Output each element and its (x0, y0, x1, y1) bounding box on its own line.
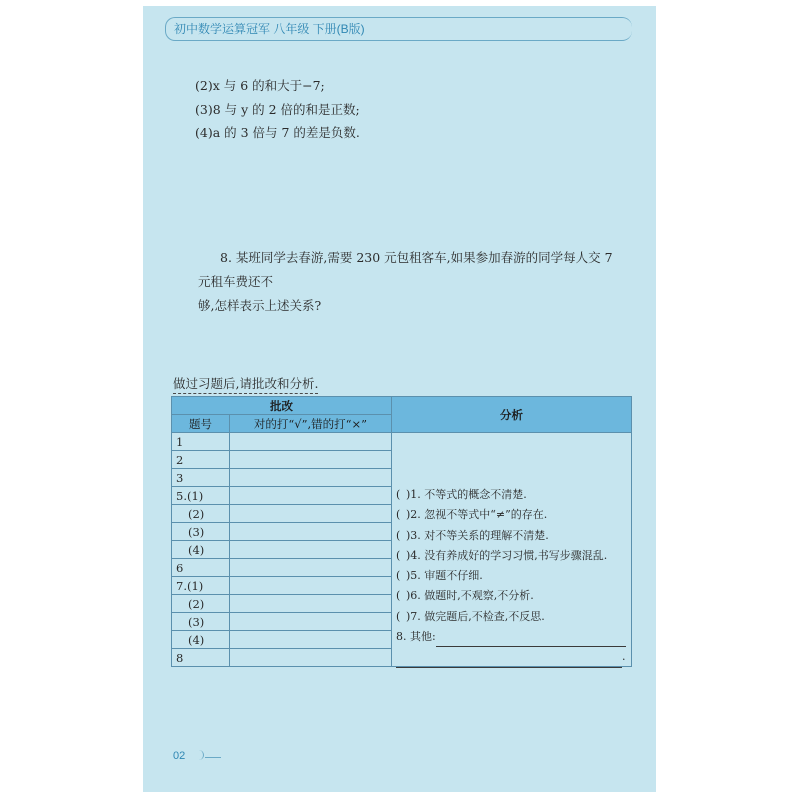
analysis-item (396, 546, 632, 566)
checkbox-paren[interactable]: ( (396, 508, 401, 522)
checkbox-paren[interactable]: ( (396, 528, 401, 542)
analysis-item (396, 485, 632, 505)
question-number-cell: 8 (172, 649, 230, 667)
mark-cell[interactable] (230, 595, 392, 613)
question-item-3: (3)8 与 y 的 2 倍的和是正数; (195, 102, 360, 117)
mark-cell[interactable] (230, 541, 392, 559)
analysis-cell (392, 433, 632, 667)
checkbox-paren[interactable]: ( (396, 609, 401, 623)
mark-cell[interactable] (230, 559, 392, 577)
analysis-text: )5. 审题不仔细. (406, 569, 483, 583)
page-header (165, 17, 632, 41)
other-label: 8. 其他: (396, 630, 436, 644)
analysis-text: )7. 做完题后,不检查,不反思. (406, 609, 545, 623)
mark-cell[interactable] (230, 505, 392, 523)
checkbox-paren[interactable]: ( (396, 589, 401, 603)
question-number-cell: 6 (172, 559, 230, 577)
analysis-item (396, 526, 632, 546)
other-answer-line[interactable] (436, 634, 626, 647)
table-row (172, 433, 632, 451)
other-item (396, 627, 632, 647)
checkbox-paren[interactable]: ( (396, 548, 401, 562)
question-number-cell: (3) (172, 523, 230, 541)
question-number-cell: 3 (172, 469, 230, 487)
question-8-line2: 够,怎样表示上述关系? (198, 298, 322, 313)
question-item-4: (4)a 的 3 倍与 7 的差是负数. (195, 125, 360, 140)
mark-column-header: 对的打“√”,错的打“×” (230, 415, 392, 433)
period-mark: . (622, 650, 626, 664)
mark-cell[interactable] (230, 487, 392, 505)
number-column-header: 题号 (172, 415, 230, 433)
analysis-item (396, 505, 632, 525)
question-number-cell: (2) (172, 595, 230, 613)
checkbox-paren[interactable]: ( (396, 569, 401, 583)
question-8-line1: 8. 某班同学去春游,需要 230 元包租客车,如果参加春游的同学每人交 7 元租车费还不 (198, 250, 613, 289)
question-number-cell: 2 (172, 451, 230, 469)
question-number-cell: (2) (172, 505, 230, 523)
analysis-text: )6. 做题时,不观察,不分析. (406, 589, 534, 603)
header-title: 初中数学运算冠军 八年级 下册(B版) (174, 22, 365, 36)
mark-cell[interactable] (230, 433, 392, 451)
page-number: 02 (173, 750, 186, 762)
mark-cell[interactable] (230, 523, 392, 541)
analysis-text: )4. 没有养成好的学习习惯,书写步骤混乱. (406, 548, 608, 562)
analysis-item (396, 586, 632, 606)
analysis-item (396, 607, 632, 627)
other-item-line2 (396, 647, 632, 667)
question-number-cell: (4) (172, 541, 230, 559)
analysis-text: )2. 忽视不等式中“≠”的存在. (406, 508, 548, 522)
review-prompt: 做过习题后,请批改和分析. (173, 374, 318, 394)
question-number-cell: (3) (172, 613, 230, 631)
workbook-page (143, 6, 656, 792)
footer-line (205, 757, 221, 758)
mark-cell[interactable] (230, 613, 392, 631)
analysis-header: 分析 (392, 397, 632, 433)
question-number-cell: (4) (172, 631, 230, 649)
mark-cell[interactable] (230, 649, 392, 667)
checkbox-paren[interactable]: ( (396, 488, 401, 501)
other-answer-line-2[interactable] (396, 655, 622, 668)
question-8 (198, 246, 628, 318)
grading-header: 批改 (172, 397, 392, 415)
mark-cell[interactable] (230, 451, 392, 469)
grading-table (171, 396, 632, 667)
mark-cell[interactable] (230, 469, 392, 487)
analysis-item (396, 566, 632, 586)
question-number-cell: 1 (172, 433, 230, 451)
analysis-list (396, 485, 632, 668)
footer-decoration (195, 750, 204, 760)
question-number-cell: 7.(1) (172, 577, 230, 595)
mark-cell[interactable] (230, 631, 392, 649)
mark-cell[interactable] (230, 577, 392, 595)
question-number-cell: 5.(1) (172, 487, 230, 505)
question-item-2: (2)x 与 6 的和大于−7; (195, 78, 325, 93)
analysis-text: )3. 对不等关系的理解不清楚. (406, 528, 549, 542)
analysis-text: )1. 不等式的概念不清楚. (406, 488, 527, 501)
